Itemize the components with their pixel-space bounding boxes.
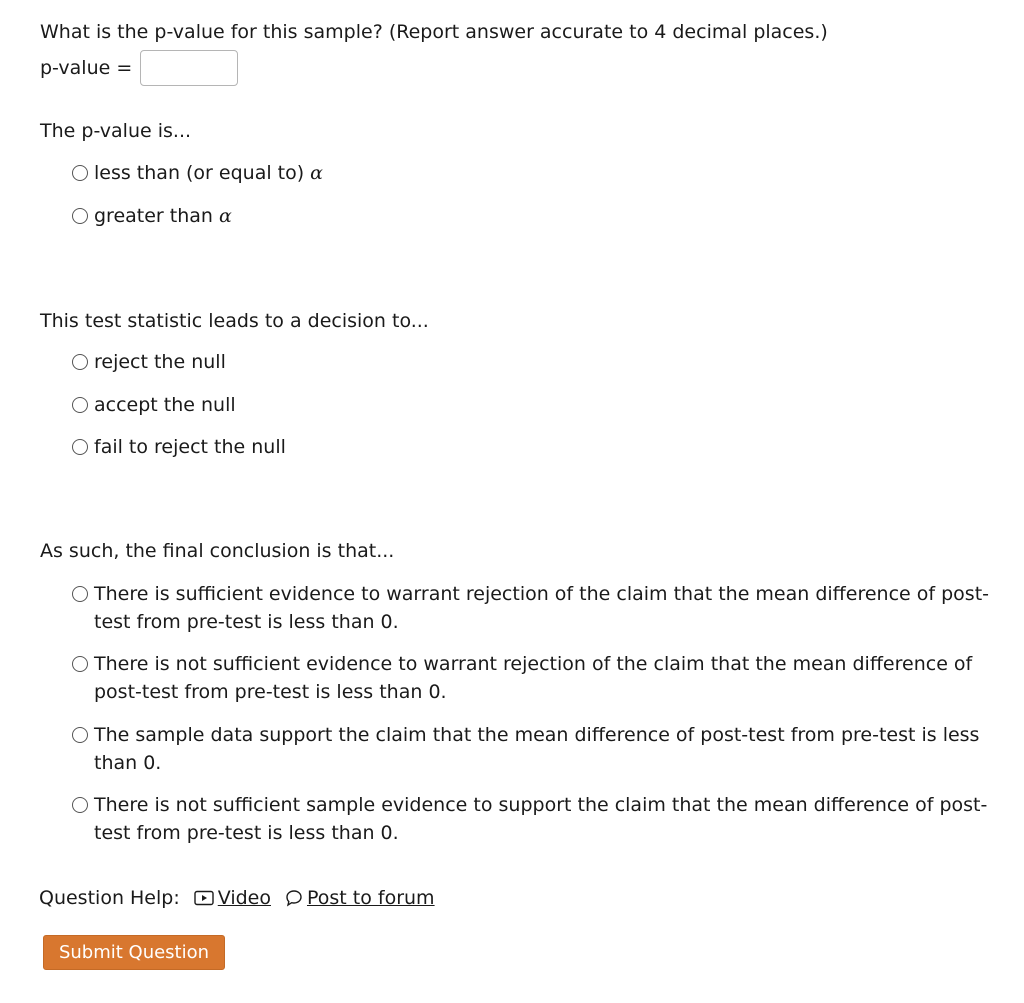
radio-button[interactable] [72,439,88,455]
radio-button[interactable] [72,208,88,224]
option-line-1: There is not sufficient evidence to warrant rejection of the claim that the mean difference of [94,653,973,675]
alpha-symbol: α [310,162,323,184]
conclusion-prompt: As such, the final conclusion is that... [40,540,395,562]
option-line-2: test from pre-test is less than 0. [94,822,399,844]
video-link-label: Video [217,887,271,909]
option-label: accept the null [94,394,236,416]
conclusion-option-4[interactable] [72,791,988,847]
option-line-2: than 0. [94,752,162,774]
pvalue-question: What is the p-value for this sample? (Report answer accurate to 4 decimal places.) [40,21,828,43]
speech-bubble-icon [285,889,303,907]
option-label: greater than [94,205,213,227]
post-to-forum-label: Post to forum [306,887,435,909]
radio-button[interactable] [72,165,88,181]
option-label: fail to reject the null [94,436,286,458]
alpha-symbol: α [218,205,232,227]
conclusion-option-1[interactable] [72,580,990,636]
conclusion-option-3[interactable] [72,721,982,777]
radio-button[interactable] [72,397,88,413]
compare-option-greater[interactable] [72,202,232,230]
option-line-1: The sample data support the claim that the mean difference of post-test from pre-test is less [94,724,980,746]
radio-button[interactable] [72,354,88,370]
post-to-forum-link[interactable] [285,887,435,909]
decision-option-fail-to-reject[interactable] [72,433,286,461]
decision-option-accept[interactable] [72,391,236,419]
option-line-1: There is not sufficient sample evidence to support the claim that the mean difference of post- [94,794,988,816]
question-help [39,884,449,912]
radio-button[interactable] [72,586,88,602]
conclusion-option-2[interactable] [72,650,982,706]
radio-button[interactable] [72,797,88,813]
option-label: reject the null [94,351,226,373]
decision-prompt: This test statistic leads to a decision to... [40,310,429,332]
pvalue-input[interactable] [140,50,238,86]
decision-option-reject[interactable] [72,348,226,376]
compare-option-less[interactable] [72,159,323,187]
radio-button[interactable] [72,656,88,672]
option-line-1: There is sufficient evidence to warrant rejection of the claim that the mean difference of post- [94,583,990,605]
pvalue-row [40,48,238,88]
compare-prompt: The p-value is... [40,120,192,142]
video-play-icon [194,890,214,906]
radio-button[interactable] [72,727,88,743]
video-link[interactable] [194,887,271,909]
submit-question-button[interactable]: Submit Question [43,935,225,970]
option-label: less than (or equal to) [94,162,305,184]
pvalue-label: p-value = [40,57,133,79]
question-help-label: Question Help: [39,887,180,909]
option-line-2: post-test from pre-test is less than 0. [94,681,447,703]
option-line-2: test from pre-test is less than 0. [94,611,399,633]
